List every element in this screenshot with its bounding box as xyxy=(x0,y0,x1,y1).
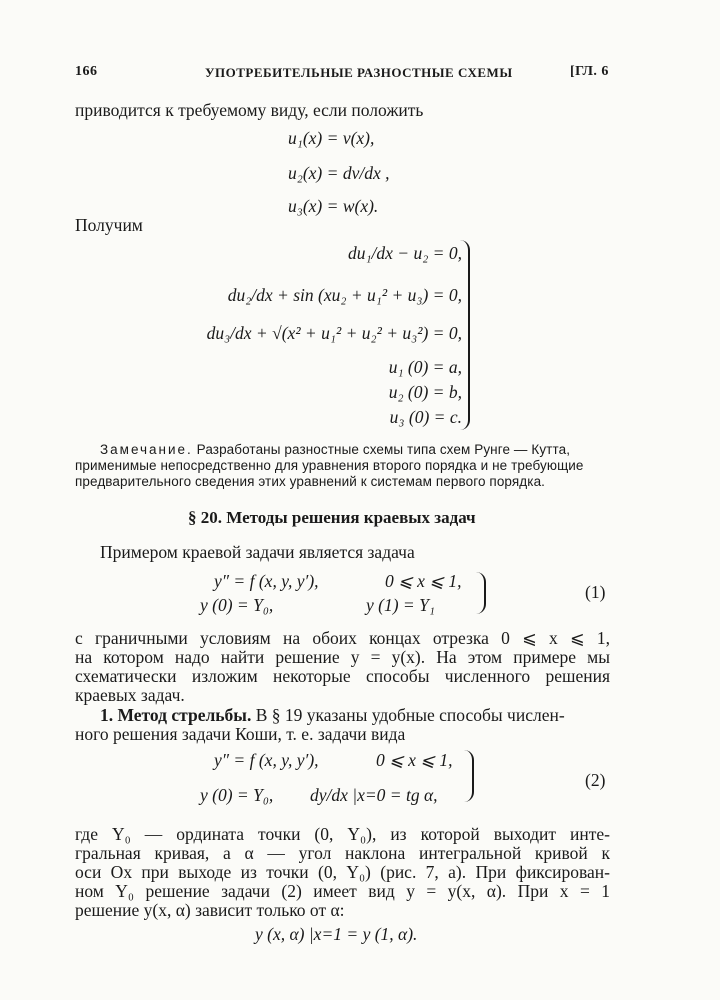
method1-line1-rest: В § 19 указаны удобные способы числен- xyxy=(255,705,565,725)
remark-line-1 xyxy=(100,442,570,457)
method1-line-2: ного решения задачи Коши, т. е. задачи вида xyxy=(75,724,406,744)
para2-line-3: схематически изложим некоторые способы численного решения xyxy=(75,666,610,686)
system-eq-2: du₂/dx + sin (xu₂ + u₁² + u₃) = 0, xyxy=(227,285,462,305)
system-eq-3: du₃/dx + √(x² + u₁² + u₂² + u₃²) = 0, xyxy=(206,323,462,343)
section-title: § 20. Методы решения краевых задач xyxy=(188,508,476,527)
poluchim-label: Получим xyxy=(75,215,143,235)
eq1-brace xyxy=(474,572,486,614)
eq1-line1-left: y″ = f (x, y, y′), xyxy=(214,571,319,591)
eq2-line2-right: dy/dx |x=0 = tg α, xyxy=(310,785,438,805)
sub-def-3: u₃(x) = w(x). xyxy=(288,196,379,216)
remark-line-3: предварительного сведения этих уравнений к системам первого порядка. xyxy=(75,474,546,489)
eq1-line2-left: y (0) = Y₀, xyxy=(200,595,274,615)
sub-def-2: u₂(x) = dv/dx , xyxy=(288,163,390,183)
eq1-line1-right: 0 ⩽ x ⩽ 1, xyxy=(385,571,462,591)
eq2-brace xyxy=(462,750,474,802)
system-eq-4: u₁ (0) = a, xyxy=(388,357,462,377)
para3-line-4: ном Y₀ решение задачи (2) имеет вид y = y(x, α). При x = 1 xyxy=(75,881,610,901)
eq1-line2-right: y (1) = Y₁ xyxy=(366,595,435,615)
system-brace xyxy=(458,240,470,430)
eq2-line2-left: y (0) = Y₀, xyxy=(200,785,274,805)
final-equation: y (x, α) |x=1 = y (1, α). xyxy=(255,924,418,944)
system-eq-1: du₁/dx − u₂ = 0, xyxy=(347,243,462,263)
para3-line-3: оси Ox при выходе из точки (0, Y₀) (рис. 7, a). При фиксирован- xyxy=(75,862,610,882)
method1-line-1 xyxy=(100,705,565,726)
para3-line-2: гральная кривая, а α — угол наклона интегральной кривой к xyxy=(75,843,610,863)
system-eq-6: u₃ (0) = c. xyxy=(389,407,462,427)
eq2-line1-left: y″ = f (x, y, y′), xyxy=(214,750,319,770)
eq1-number: (1) xyxy=(585,582,606,602)
para2-line-4: краевых задач. xyxy=(75,685,185,705)
method1-title: 1. Метод стрельбы. xyxy=(100,705,252,725)
eq2-number: (2) xyxy=(585,770,606,790)
system-eq-5: u₂ (0) = b, xyxy=(388,382,462,402)
intro-line: приводится к требуемому виду, если положить xyxy=(75,100,424,120)
remark-line-2: применимые непосредственно для уравнения второго порядка и не требующие xyxy=(75,458,584,473)
para2-line-1: с граничными условиям на обоих концах отрезка 0 ⩽ x ⩽ 1, xyxy=(75,628,610,648)
sub-def-1: u₁(x) = v(x), xyxy=(288,128,375,148)
page-number: 166 xyxy=(75,64,98,79)
para1: Примером краевой задачи является задача xyxy=(100,542,415,562)
para2-line-2: на котором надо найти решение y = y(x). На этом примере мы xyxy=(75,647,610,667)
para3-line-5: решение y(x, α) зависит только от α: xyxy=(75,900,345,920)
remark-text-1: Разработаны разностные схемы типа схем Рунге — Кутта, xyxy=(196,442,571,457)
chapter-label: [ГЛ. 6 xyxy=(570,64,609,79)
remark-label: Замечание. xyxy=(100,442,193,457)
running-title: УПОТРЕБИТЕЛЬНЫЕ РАЗНОСТНЫЕ СХЕМЫ xyxy=(205,65,513,80)
eq2-line1-right: 0 ⩽ x ⩽ 1, xyxy=(376,750,453,770)
para3-line-1: где Y₀ — ордината точки (0, Y₀), из которой выходит инте- xyxy=(75,824,610,844)
